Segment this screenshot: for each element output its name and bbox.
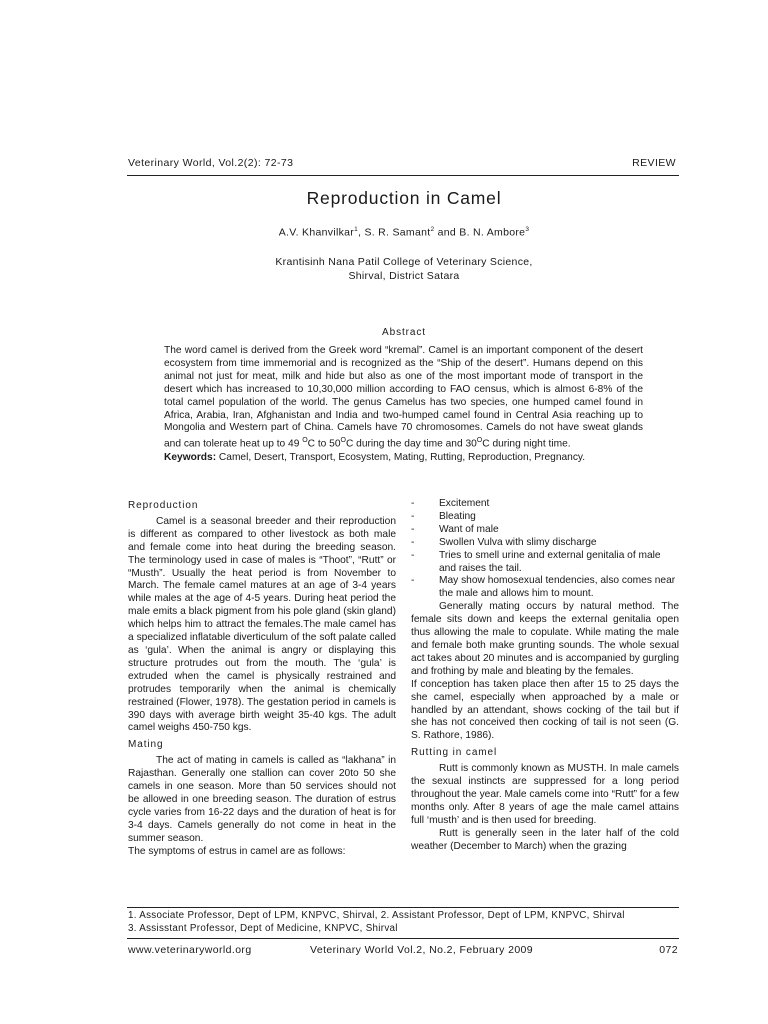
list-item — [411, 498, 679, 511]
list-item-text: Tries to smell urine and external genitalia of male and raises the tail. — [439, 549, 661, 574]
bullet-dash: - — [411, 498, 415, 509]
body-paragraph: Rutt is generally seen in the later half of the cold weather (December to March) when the grazing — [411, 827, 679, 852]
degree-mark: O — [476, 437, 483, 445]
author-name: A.V. Khanvilkar — [278, 226, 355, 239]
running-footer — [128, 944, 680, 958]
abstract-text: C during the day time and 30 — [345, 438, 477, 450]
author-name: S. R. Samant — [364, 226, 431, 239]
bullet-dash: - — [411, 549, 415, 561]
abstract-text: The word camel is derived from the Greek word “kremal”. Camel is an important component of the desert ecosystem from time immemorial and is recognized as the “Ship of the desert”. Humans depend on this animal not just for meat, milk and hide but also as one of the most important mode of transport in the desert which has increased to 10,30,000 million according to FAO census, which is almost 6-8% of the total camel population of the world. The genus Camelus has two species, one humped camel found in Africa, Arabia, Iran, Afghanistan and India and two-humped camel found in Central Asia reaching up to Mongolia and Western part of China. Camels have 70 chromosomes. Camels do not have sweat glands and can tolerate heat up to 49 — [164, 345, 643, 450]
abstract-text: C during night time. — [482, 438, 571, 450]
author-conjunction: and — [434, 226, 460, 239]
bullet-dash: - — [411, 536, 415, 548]
page-number: 072 — [659, 944, 678, 956]
body-paragraph: If conception has taken place then after 15 to 25 days the she camel, especially when approached by a male or handled by an attendant, shows cocking of the tail but if she has not conceived then cocking of tail is not seen (G. S. Rathore, 1986). — [411, 678, 679, 742]
right-column — [411, 498, 679, 853]
abstract-paragraph — [164, 345, 643, 452]
body-paragraph: Rutt is commonly known as MUSTH. In male camels the sexual instincts are suppressed for a long period throughout the year. Male camels come into “Rutt” for a few months only. After 8 years of age the male camel attains full ‘musth’ and is then used for breeding. — [411, 763, 679, 826]
list-item-text: Bleating — [439, 510, 476, 522]
footnote-line: 3. Assisstant Professor, Dept of Medicine, KNPVC, Shirval — [128, 922, 398, 934]
keywords-list: Camel, Desert, Transport, Ecosystem, Mating, Rutting, Reproduction, Pregnancy. — [216, 451, 586, 463]
affiliation-line: Krantisinh Nana Patil College of Veterinary Science, — [275, 256, 533, 268]
list-item-text: Excitement — [439, 498, 490, 509]
list-item-text: Swollen Vulva with slimy discharge — [439, 536, 597, 548]
website-link[interactable]: www.veterinaryworld.org — [128, 944, 252, 956]
author-separator: , — [358, 226, 365, 239]
running-header — [128, 157, 678, 173]
list-item-text: May show homosexual tendencies, also comes near the male and allows him to mount. — [439, 575, 676, 600]
bullet-dash: - — [411, 510, 415, 522]
footer-citation: Veterinary World Vol.2, No.2, February 2009 — [310, 944, 534, 956]
degree-mark: O — [302, 437, 308, 445]
footer-rule — [127, 938, 679, 939]
body-paragraph: The act of mating in camels is called as “lakhana” in Rajasthan. Generally one stallion can cover 20to 50 she camels in one season. More than 50 services should not be allowed in one breeding season. The duration of estrus cycle varies from 16-22 days and the duration of heat is for 3-4 days. Camels generally do not come in heat in the summer season. — [128, 755, 396, 844]
abstract-text: C to 50 — [307, 438, 341, 450]
list-item — [411, 575, 679, 601]
abstract-heading: Abstract — [382, 327, 426, 338]
footnotes — [128, 910, 680, 935]
affiliation-line: Shirval, District Satara — [348, 270, 460, 282]
keywords — [164, 452, 643, 465]
bullet-dash: - — [411, 523, 415, 535]
list-item — [411, 524, 679, 537]
section-heading-reproduction: Reproduction — [128, 500, 199, 511]
affiliation — [128, 255, 680, 283]
article-type-label: REVIEW — [632, 157, 676, 169]
affiliation-mark: 2 — [430, 226, 435, 233]
section-heading-mating: Mating — [128, 739, 164, 751]
keywords-label: Keywords: — [164, 451, 217, 463]
left-column — [128, 498, 396, 858]
journal-citation: Veterinary World, Vol.2(2): 72-73 — [128, 157, 294, 169]
estrus-symptom-list — [411, 498, 679, 601]
degree-mark: O — [340, 437, 346, 445]
footnote-rule — [127, 907, 679, 908]
affiliation-mark: 1 — [354, 226, 358, 233]
list-item-text: Want of male — [439, 523, 499, 535]
body-paragraph: Generally mating occurs by natural method. The female sits down and keeps the external genitalia open thus allowing the male to copulate. While mating the male and female both make grunting sounds. The whole sexual act takes about 20 minutes and is accompanied by gurgling and frothing by male and bleating by the females. — [411, 601, 679, 677]
list-item — [411, 511, 679, 524]
author-name: B. N. Ambore — [459, 226, 526, 239]
list-item — [411, 550, 679, 576]
header-rule — [127, 175, 679, 176]
author-list — [128, 226, 680, 239]
bullet-dash: - — [411, 575, 415, 587]
footnote-line: 1. Associate Professor, Dept of LPM, KNPVC, Shirval, 2. Assistant Professor, Dept of LPM, KNPVC, Shirval — [128, 910, 625, 921]
affiliation-mark: 3 — [525, 226, 530, 233]
list-item — [411, 537, 679, 550]
body-paragraph: The symptoms of estrus in camel are as follows: — [128, 845, 346, 857]
body-paragraph: Camel is a seasonal breeder and their reproduction is different as compared to other livestock as both male and female come into heat during the breeding season. The terminology used in case of males is “Thoot”, “Rutt” or “Musth”. Usually the heat period is from November to March. The female camel matures at an age of 3-4 years while males at the age of 4-5 years. During heat period the male emits a black pigment from his pole gland (skin gland) which helps him to attract the females.The male camel has a specialized inflatable diverticulum of the soft palate called as ‘gula’. When the animal is angry or displaying this structure protrudes out from the mouth. The ‘gula’ is extruded when the camel is physically restrained and protrudes temporarily when the animal is chemically restrained (Flower, 1978). The gestation period in camels is 390 days with average birth weight 35-40 kgs. The adult camel weighs 450-750 kgs. — [128, 515, 396, 734]
abstract-body — [164, 345, 643, 465]
section-heading-rutting: Rutting in camel — [411, 747, 498, 759]
article-title: Reproduction in Camel — [306, 188, 502, 208]
